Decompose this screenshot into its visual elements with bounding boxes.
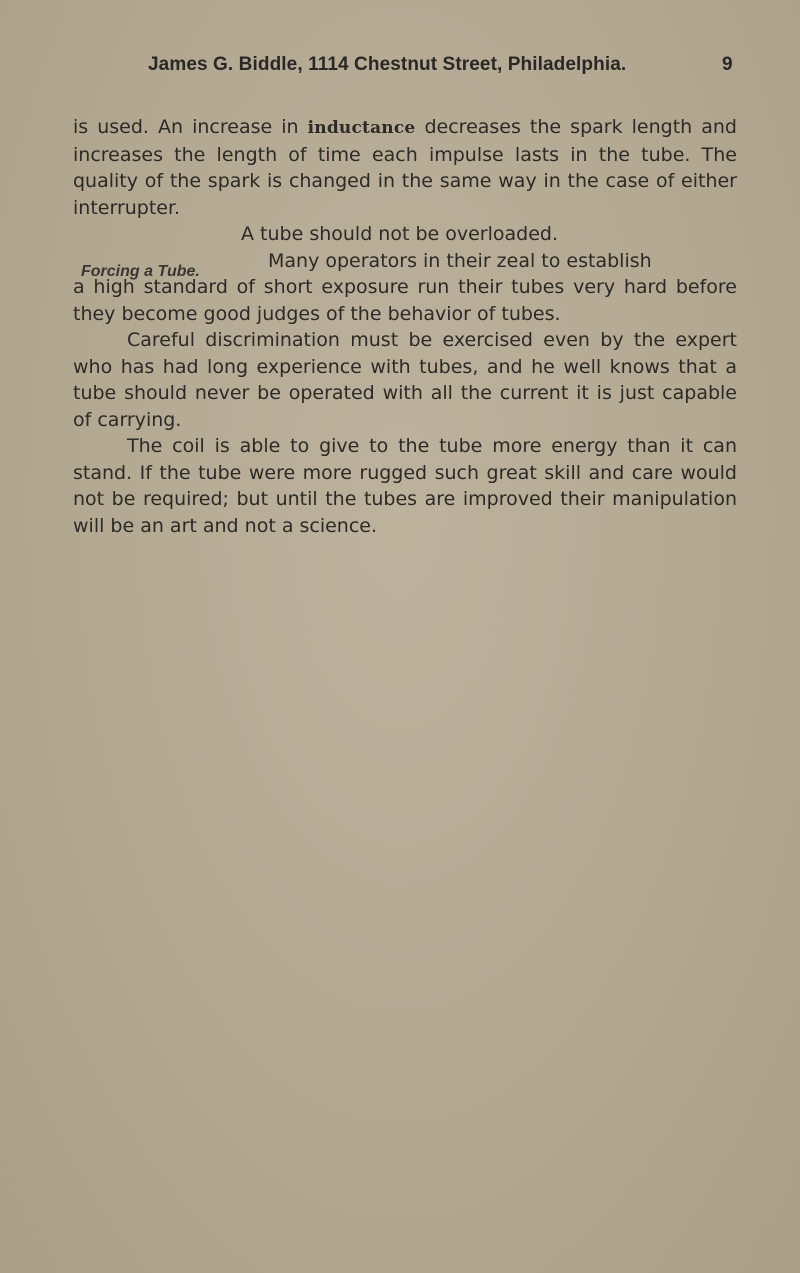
- paragraph-2: [73, 221, 737, 327]
- paragraph-1-start: is used. An increase in: [73, 116, 308, 138]
- inductance-term: inductance: [307, 118, 416, 138]
- running-title: James G. Biddle, 1114 Chestnut Street, Philadelphia.: [148, 54, 627, 75]
- running-header: [148, 54, 748, 76]
- paragraph-2-rest: a high standard of short exposure run their tubes very hard before they become good judges of the behavior of tubes.: [73, 276, 737, 325]
- paragraph-4: The coil is able to give to the tube more energy than it can stand. If the tube were more rugged such great skill and care would not be required; but until the tubes are improved their manipulation will be an art and not a science.: [73, 435, 737, 537]
- page-number: 9: [722, 54, 733, 75]
- paragraph-2-line-1: A tube should not be overloaded.: [241, 223, 559, 245]
- paragraph-3: Careful discrimination must be exercised even by the expert who has had long experience with tubes, and he well knows that a tube should never be operated with all the current it is just capable of carrying.: [73, 329, 737, 431]
- paragraph-2-line-2: Many operators in their zeal to establish: [268, 249, 652, 272]
- paragraph-1-end: decreases the spark length and increases the length of time each impulse lasts in the tube. The quality of the spark is changed in the same way in the case of either interrupter.: [73, 116, 737, 219]
- paragraph-1: [73, 114, 737, 221]
- body-text: [73, 114, 737, 539]
- margin-sidenote: Forcing a Tube.: [81, 263, 200, 280]
